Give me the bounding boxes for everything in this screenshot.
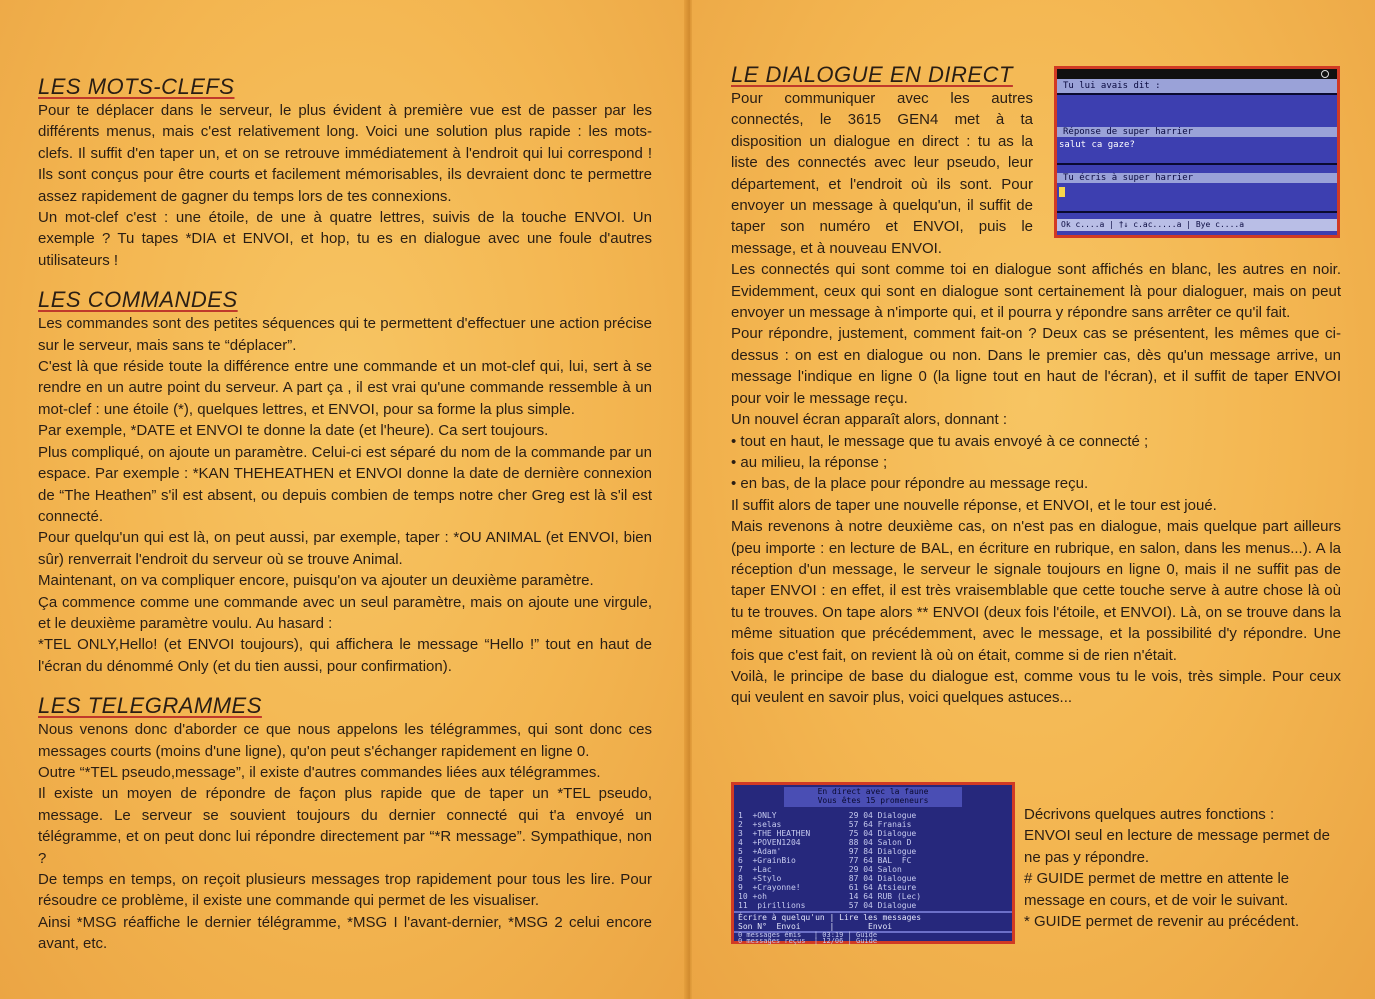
list-item: 11 pirillions 57 04 Dialogue: [738, 901, 917, 910]
screen-header: [784, 787, 962, 807]
paragraph: Un nouvel écran apparaît alors, donnant :: [731, 411, 1008, 429]
paragraph: Décrivons quelques autres fonctions :: [1024, 806, 1275, 823]
heading-telegrammes: LES TELEGRAMMES: [38, 693, 262, 719]
paragraph: Les connectés qui sont comme toi en dialogue sont affichés en blanc, les autres en noir. Evidemment, ceux qui sont en dialogue sont certainement là pour dialoguer, mais on peut envoyer un message à n'importe qui, et il pourra y répondre sans arrêter ce qu'il fait.: [731, 261, 1341, 322]
paragraph: Il suffit alors de taper une nouvelle réponse, et ENVOI, et le tour est joué.: [731, 496, 1217, 514]
list-item: 10 +oh 14 64 RUB (Lec): [738, 892, 922, 901]
paragraph: Mais revenons à notre deuxième cas, on n'est pas en dialogue, mais quelque part ailleurs (peu importe : en lecture de BAL, en écriture en rubrique, en salon, dans les menus...). A la réception d'un message, le serveur le signale toujours en ligne 0, mais il ne suffit pas de taper ENVOI : en effet, il est très vraisemblable que cette touche serve à autre chose là où tu te trouves. On tape alors ** ENVOI (deux fois l'étoile, et ENVOI). Là, on se trouve dans la même situation que précédemment, avec le message, et la possibilité d'y répondre. Une fois que c'est fait, on revient là où on était, comme si de rien n'était.: [731, 518, 1341, 664]
screen-line: 0 messages émis | 03:19 | Guide: [738, 931, 878, 939]
left-column: [38, 74, 652, 955]
paragraph: Pour communiquer avec les autres connectés, le 3615 GEN4 met à ta disposition un dialogue en direct : tu as la liste des connectés avec leur pseudo, leur département, et l'endroit où ils sont. Pour envoyer un message à quelqu'un, il suffit de taper son numéro et ENVOI, puis le message, et à nouveau ENVOI.: [731, 90, 1033, 257]
list-item: 5 +Adam' 97 84 Dialogue: [738, 847, 917, 856]
paragraph: Il existe un moyen de répondre de façon plus rapide que de taper un *TEL pseudo, message. Le serveur se souvient toujours du dernier connecté qui t'a envoyé un télégramme, et on peut donc lui répondre directement par “*R message”. Sympathique, non ?: [38, 785, 652, 867]
list-item: 6 +GrainBio 77 64 BAL FC: [738, 856, 912, 865]
text-cursor: [1059, 187, 1065, 197]
paragraph: Pour quelqu'un qui est là, on peut aussi, par exemple, taper : *OU ANIMAL (et ENVOI, bien sûr) renverrait l'endroit du serveur où se trouve Animal.: [38, 529, 652, 568]
list-item: 8 +Stylo 87 04 Dialogue: [738, 874, 917, 883]
screen-corner-icon: [1321, 70, 1329, 78]
paragraph: *TEL ONLY,Hello! (et ENVOI toujours), qui affichera le message “Hello !” tout en haut de l'écran du dénommé Only (et du tien aussi, pour confirmation).: [38, 636, 652, 675]
paragraph: Plus compliqué, on ajoute un paramètre. Celui-ci est séparé du nom de la commande par un espace. Par exemple : *KAN THEHEATHEN et ENVOI donne la date de dernière connexion de “The Heathen” s'il est absent, ou depuis combien de temps notre cher Greg est là s'il est connecté.: [38, 443, 652, 525]
screen-line: salut ca gaze?: [1059, 140, 1135, 150]
paragraph: Les commandes sont des petites séquences qui te permettent d'effectuer une action précise sur le serveur, mais sans te “déplacer”.: [38, 315, 652, 354]
paragraph: Un mot-clef c'est : une étoile, de une à quatre lettres, suivis de la touche ENVOI. Un exemple ? Tu tapes *DIA et ENVOI, et hop, tu es en dialogue avec une foule d'autres utilisateurs !: [38, 209, 652, 269]
list-item: 2 +selas 57 64 Franais: [738, 820, 912, 829]
bullet-list: [731, 431, 1341, 495]
minitel-connected-list-screen: [731, 782, 1015, 944]
screen-line: 0 messages reçus | 12/06 | Guide: [738, 937, 878, 945]
paragraph: Ça commence comme une commande avec un seul paramètre, mais on ajoute une virgule, et le deuxième paramètre voulu. Au hasard :: [38, 593, 652, 632]
paragraph: Ainsi *MSG réaffiche le dernier télégramme, *MSG I l'avant-dernier, *MSG 2 celui encore avant, etc.: [38, 913, 652, 953]
screen-title: En direct avec la faune: [817, 787, 929, 796]
list-item: 9 +Crayonne! 61 64 Atsieure: [738, 883, 917, 892]
list-item: 7 +Lac 29 04 Salon: [738, 865, 902, 874]
right-column-top: [731, 62, 1039, 88]
screen-line: Son N° Envoi | Envoi: [738, 922, 893, 931]
screen-line: Tu écris à super harrier: [1063, 173, 1194, 183]
right-column-bottom: [1024, 804, 1340, 932]
screen-top-bar: [1057, 69, 1337, 79]
paragraph: ENVOI seul en lecture de message permet de ne pas y répondre.: [1024, 827, 1330, 866]
list-item: 3 +THE HEATHEN 75 04 Dialogue: [738, 829, 917, 838]
list-item: • au milieu, la réponse ;: [731, 452, 1341, 473]
screen-line: Écrire à quelqu'un | Lire les messages: [738, 913, 922, 922]
screen-line: Réponse de super harrier: [1063, 127, 1194, 137]
paragraph: C'est là que réside toute la différence entre une commande et un mot-clef qui, lui, sert à se rendre en un autre point du serveur. A part ça , il est vrai qu'une commande ressemble à un mot-clef : une étoile (*), quelques lettres, et ENVOI, pour sa forme la plus simple.: [38, 358, 652, 418]
paragraph: Pour te déplacer dans le serveur, le plus évident à première vue est de passer par les différents menus, mais c'est relativement long. Voici une solution plus rapide : les mots-clefs. Il suffit d'en taper un, et on se retrouve immédiatement à l'endroit qui lui correspond ! Ils sont conçus pour être courts et facilement mémorisables, ils devraient donc te permettre assez rapidement de gagner du temps lors de tes connexions.: [38, 102, 652, 205]
paragraph: Nous venons donc d'aborder ce que nous appelons les télégrammes, qui sont donc ces messages courts (moins d'une ligne), qu'on peut s'échanger rapidement en ligne 0.: [38, 721, 652, 760]
list-item: 4 +POVEN1204 88 04 Salon D: [738, 838, 912, 847]
paragraph: * GUIDE permet de revenir au précédent.: [1024, 913, 1300, 931]
paragraph: # GUIDE permet de mettre en attente le message en cours, et de voir le suivant.: [1024, 870, 1290, 909]
screen-line: Tu lui avais dit :: [1063, 81, 1161, 91]
paragraph: De temps en temps, on reçoit plusieurs messages trop rapidement pour tous les lire. Pour résoudre ce problème, il existe une commande qui permet de les visualiser.: [38, 871, 652, 910]
paragraph: Par exemple, *DATE et ENVOI te donne la date (et l'heure). Ca sert toujours.: [38, 422, 549, 440]
list-item: 1 +ONLY 29 04 Dialogue: [738, 811, 917, 820]
screen-subtitle: Vous êtes 15 promeneurs: [817, 796, 929, 805]
paragraph: Voilà, le principe de base du dialogue est, comme vous tu le vois, très simple. Pour ceux qui veulent en savoir plus, voici quelques astuces...: [731, 667, 1341, 707]
minitel-dialogue-screen: [1054, 66, 1340, 238]
paragraph: Maintenant, on va compliquer encore, puisqu'on va ajouter un deuxième paramètre.: [38, 572, 594, 590]
list-item: • en bas, de la place pour répondre au message reçu.: [731, 473, 1341, 494]
heading-commandes: LES COMMANDES: [38, 287, 238, 313]
heading-dialogue-direct: LE DIALOGUE EN DIRECT: [731, 62, 1013, 87]
paragraph: Pour répondre, justement, comment fait-on ? Deux cas se présentent, les mêmes que ci-dessus : on est en dialogue ou non. Dans le premier cas, dès qu'un message arrive, un message l'indique en ligne 0 (la ligne tout en haut de l'écran), et il suffit de taper ENVOI pour voir le message reçu.: [731, 325, 1341, 407]
screen-line: Ok c....a | †↓ c.ac.....a | Bye c....a: [1061, 220, 1245, 229]
list-item: • tout en haut, le message que tu avais envoyé à ce connecté ;: [731, 431, 1341, 452]
paragraph: Outre “*TEL pseudo,message”, il existe d'autres commandes liées aux télégrammes.: [38, 763, 601, 781]
heading-mots-clefs: LES MOTS-CLEFS: [38, 74, 235, 99]
